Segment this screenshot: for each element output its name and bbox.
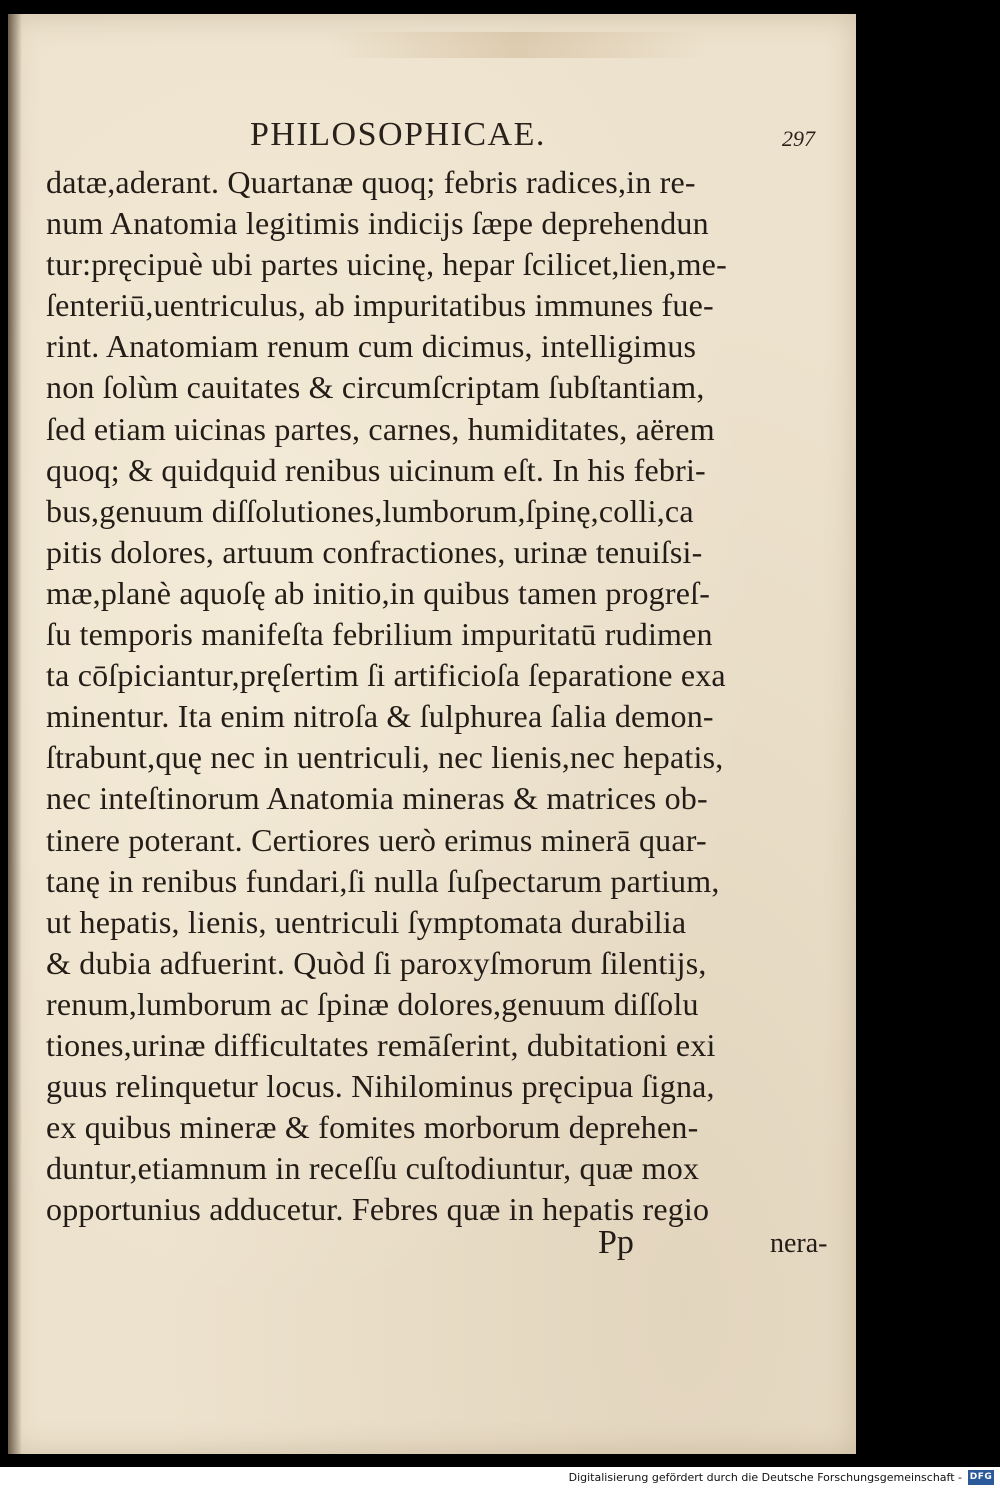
text-line: ex quibus mineræ & fomites morborum deprehen- — [46, 1109, 699, 1146]
text-line: renum,lumborum ac ſpinæ dolores,genuum diſſolu — [46, 985, 699, 1022]
body-text — [46, 162, 836, 1230]
text-line: ta cōſpiciantur,pręſertim ſi artificioſa ſeparatione exa — [46, 657, 726, 694]
signature-mark: Pp — [598, 1224, 634, 1261]
text-line: bus,genuum diſſolutiones,lumborum,ſpinę,colli,ca — [46, 492, 694, 529]
text-line: ut hepatis, lienis, uentriculi ſymptomata durabilia — [46, 903, 687, 940]
text-line: ſu temporis manifeſta febrilium impuritatū rudimen — [46, 616, 713, 653]
dfg-logo-icon[interactable]: DFG — [968, 1470, 994, 1485]
text-line: ſenteriū,uentriculus, ab impuritatibus immunes fue- — [46, 287, 714, 324]
text-line: tanę in renibus fundari,ſi nulla ſuſpectarum partium, — [46, 862, 720, 899]
paper-stain — [328, 32, 708, 58]
text-line: mæ,planè aquoſę ab initio,in quibus tamen progreſ- — [46, 574, 711, 611]
text-line: datæ,aderant. Quartanæ quoq; febris radices,in re- — [46, 164, 696, 200]
text-line: num Anatomia legitimis indicijs ſæpe deprehendun — [46, 205, 709, 242]
text-line: quoq; & quidquid renibus uicinum eſt. In his febri- — [46, 451, 706, 488]
text-line: minentur. Ita enim nitroſa & ſulphurea ſalia demon- — [46, 698, 714, 735]
text-line: tiones,urinæ difficultates remāſerint, dubitationi exi — [46, 1026, 716, 1063]
text-line: ſtrabunt,quę nec in uentriculi, nec lienis,nec hepatis, — [46, 739, 724, 776]
text-line: rint. Anatomiam renum cum dicimus, intelligimus — [46, 328, 697, 365]
text-line: nec inteſtinorum Anatomia mineras & matrices ob- — [46, 780, 708, 817]
page-gutter-shadow — [8, 14, 22, 1454]
text-line: guus relinquetur locus. Nihilominus pręcipua ſigna, — [46, 1068, 715, 1105]
catchword: nera- — [770, 1228, 828, 1259]
text-line: tur:pręcipuè ubi partes uicinę, hepar ſcilicet,lien,me- — [46, 246, 727, 283]
funding-credit: Digitalisierung gefördert durch die Deutsche Forschungsgemeinschaft - — [568, 1471, 962, 1484]
running-head: PHILOSOPHICAE. — [250, 116, 546, 153]
text-line: pitis dolores, artuum confractiones, urinæ tenuiſsi- — [46, 533, 703, 570]
text-line: opportunius adducetur. Febres quæ in hepatis regio — [46, 1191, 710, 1228]
text-line: & dubia adfuerint. Quòd ſi paroxyſmorum ſilentijs, — [46, 944, 707, 981]
text-line: tinere poterant. Certiores uerò erimus minerā quar- — [46, 821, 707, 858]
text-line: duntur,etiamnum in receſſu cuſtodiuntur, quæ mox — [46, 1150, 700, 1187]
page-number: 297 — [782, 126, 815, 151]
text-line: ſed etiam uicinas partes, carnes, humiditates, aërem — [46, 410, 715, 447]
text-line: non ſolùm cauitates & circumſcriptam ſubſtantiam, — [46, 369, 705, 406]
footer-bar — [0, 1467, 1000, 1490]
